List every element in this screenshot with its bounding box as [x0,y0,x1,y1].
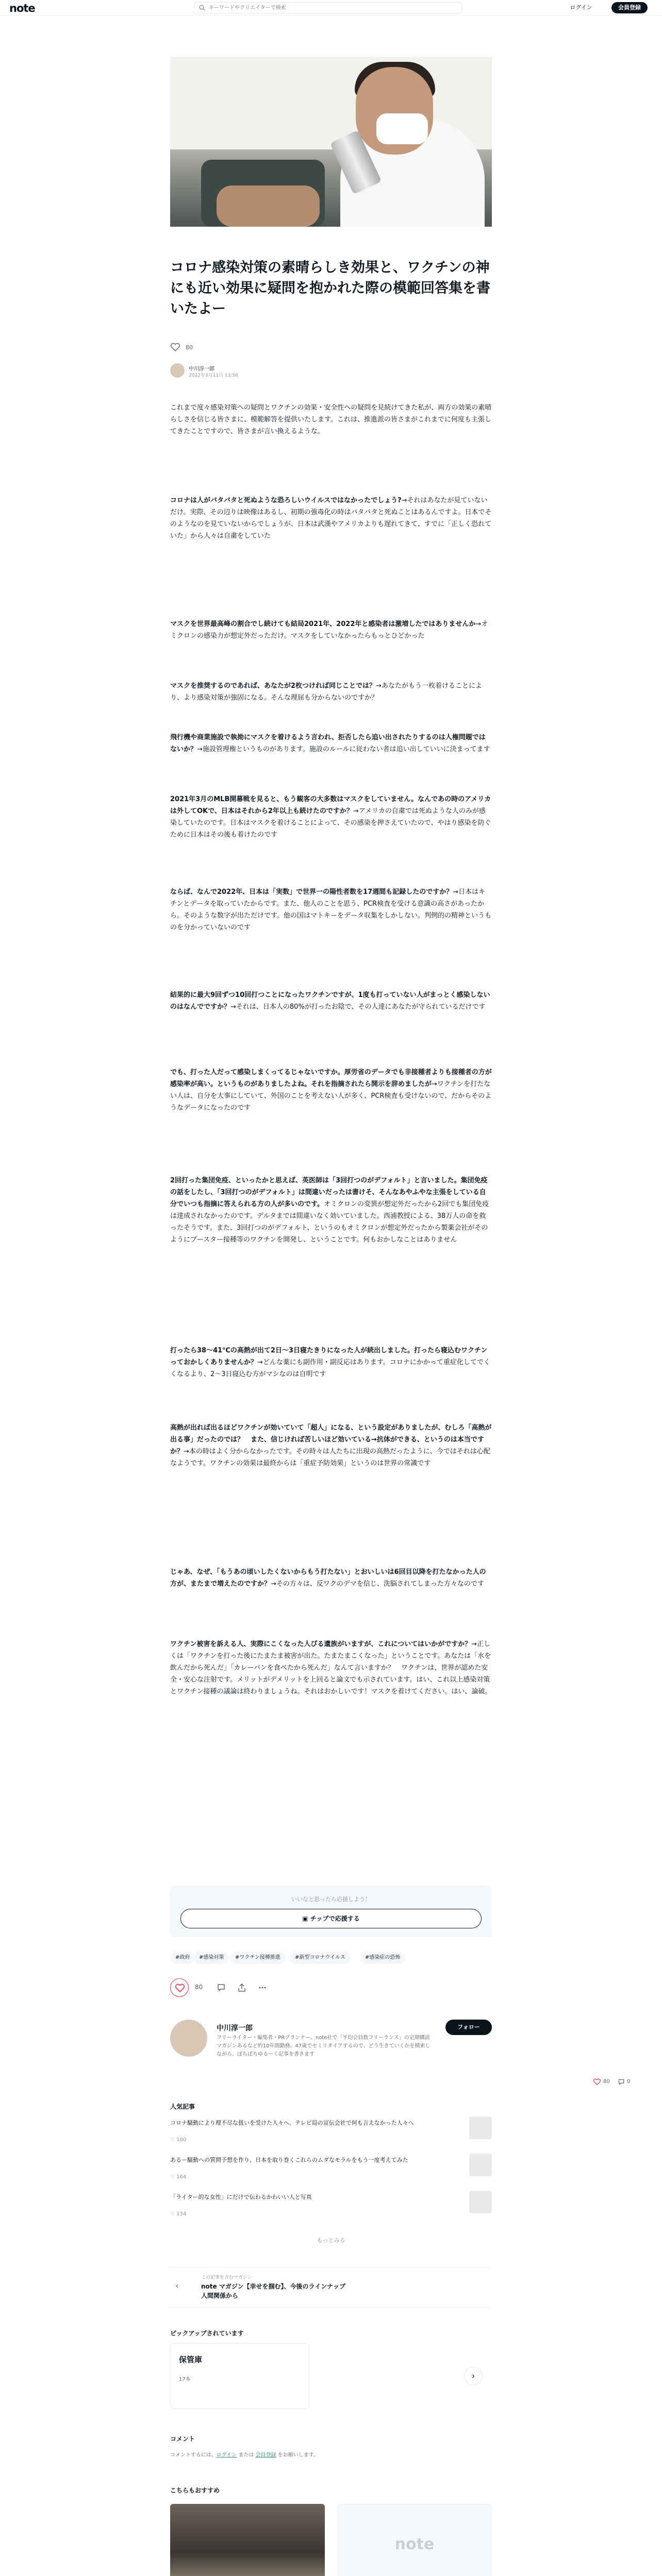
article-question: 2回打った集団免疫、といったかと思えば、英医師は「3回打つのがデフォルト」と言いました。集団免疫の話をしたし、「3回打つのがデフォルト」は間違いだったは書けそ、そんなあやふやな主張をしている自分でいつも指摘に答えられる方の人が多いのです。 [170,1177,488,1208]
recommend-heading: こちらもおすすめ [170,2487,220,2494]
popular-item-title[interactable]: コロナ騒動により理不尽な扱いを受けた人々へ。テレビ局の宣伝会社で何も言えなかった人々へ [170,2120,414,2126]
tag-item[interactable]: #感染対策 [194,1952,229,1964]
article-paragraph [170,1345,492,1380]
article-question: 高熱が出れば出るほどワクチンが効いていて「超人」になる、という設定がありましたが、むしろ「高熱が出る事」だったのでは？ また、信じければ苦しいほど効いている→抗体ができる、というのは本当ですか？ [170,1424,492,1455]
creator-card [170,2020,492,2076]
author-name[interactable]: 中川淳一郎 [189,366,214,372]
author-row[interactable] [170,363,376,379]
article-paragraph [170,1422,492,1469]
article-like-row [170,343,273,353]
tag-item[interactable]: #感染症の恐怖 [360,1952,405,1964]
article-question: ワクチン被害を訴える人、実際にこくなった人ぴる遺族がいますが、これについてはいかがですか？ [170,1640,472,1648]
popular-item[interactable] [170,2191,492,2222]
comment-heading: コメント [170,2435,195,2443]
more-icon[interactable] [258,1983,267,1992]
share-icon[interactable] [237,1983,246,1992]
chevron-right-icon[interactable]: › [464,2367,483,2385]
article-paragraph [170,680,492,704]
article-answer: →ワクチンを打たない人は、自分を大事にしていて、外国のことを考えない人が多く、PCR検査も受けないので、だからそのようなデータになったのです [170,1080,492,1112]
article-answer: →あなたがもう一枚着けることにより、より感染対策が強固になる。そんな理屈も分からないのですか？ [170,682,482,702]
creator-name[interactable]: 中川淳一郎 [217,2024,253,2032]
article-paragraph [170,989,492,1013]
floating-reactions [593,2076,655,2089]
like-count: 80 [195,1984,203,1991]
comment-note [170,2450,319,2458]
popular-item-likes: ♡ 134 [170,2211,187,2217]
floating-comment-count: 0 [627,2079,631,2084]
search-input[interactable] [209,4,456,12]
popular-item-likes: ♡ 100 [170,2137,187,2143]
article-answer: →どんな薬にも副作用・副反応はあります。コロナにかかって重症化してでくくなるより、2〜3日寝込む方がマシなのは自明です [170,1359,490,1378]
article-question: 結果的に最大9回ずつ10回打つことになったワクチンですが、1度も打っていない人がまっとく感染しないのはなんでですか？ [170,991,490,1011]
article-paragraph [170,732,492,755]
article-paragraph [170,1566,492,1590]
tag-item[interactable]: #新型コロナウイルス [290,1952,351,1964]
login-link[interactable]: ログイン [216,2452,237,2458]
article-question: 2021年3月のMLB開幕戦を見ると、もう観客の大多数はマスクをしていません。なんであの時のアメリカは外してOKで、日本はそれから2年以上も続けたのですか？ [170,795,491,815]
like-button[interactable] [170,1978,189,1997]
heart-icon[interactable] [170,343,180,352]
article-paragraph [170,793,492,841]
article-paragraph [170,1066,492,1114]
recommend-card[interactable] [337,2504,492,2576]
article-question: じゃあ、なぜ、「もうあの頃いしたくないからもう打たない」とおいしいは6回目以降を打たなかった人の方が、またまで増えたのですか？ [170,1568,486,1588]
comment-note-text: または [237,2452,256,2458]
note-logo[interactable]: note [9,2,35,14]
article-question: マスクを推奨するのであれば、あなたが2枚つければ同じことでは？ [170,682,376,690]
signup-button[interactable]: 会員登録 [611,2,648,13]
article-answer: →それは、日本人の80%が打ったお陰で、その人達にあなたが守られているだけです [230,1003,486,1011]
article-question: コロナは人がバタバタと死ぬような恐ろしいウイルスではなかったでしょう? [170,497,402,504]
hero-image [170,57,492,227]
popular-item-thumb[interactable] [469,2116,492,2139]
chevron-left-icon[interactable]: ‹ [175,2281,179,2291]
recommend-card-image[interactable] [170,2504,325,2576]
article-paragraph [170,495,492,542]
popular-item-thumb[interactable] [469,2191,492,2213]
popular-item-thumb[interactable] [469,2154,492,2176]
article-answer: オミクロンの変異が想定外だったから2回でも集団免疫は達成されなかったのです。デルタまでは間違いなく効いていました。西浦教授による、38万人の命を救ったそうです。また、3回打つのがデフォルト、というのもオミクロンが想定外だったから製薬会社がそのようにブースター接種等のワクチンを開発し、ということです。何もおかしなことはありません [170,1200,489,1244]
comment-icon[interactable] [618,2078,625,2086]
creator-avatar[interactable] [170,2020,207,2057]
article-answer: →本の時はよく分からなかったです。その時々は人たちに出現の高熱だったように、今ではそれは心配なようです。ワクチンの効果は最終からは「重症予防効果」というのは世界の常識です [170,1448,490,1467]
article-question: マスクを世界最高峰の割合でし続けても結局2021年、2022年と感染者は激増したではありませんか [170,620,476,628]
pickup-heading: ピックアップされています [170,2330,244,2337]
popular-item-title[interactable]: 「ライター的な女性」にだけで伝わるかわいい人と写真 [170,2194,312,2200]
tip-question: いいなと思ったら応援しよう！ [291,1896,371,1903]
recommend-card[interactable] [170,2504,325,2576]
pickup-card[interactable] [170,2343,309,2409]
article-paragraph [170,886,492,934]
article-answer: →日本はキチンとデータを取っていたからです。また、他人のことを思う、PCR検査を受ける意識の高さがあったから。そのような数字が出ただけです。他の国はマトキーをデータ収集をしかしない。判例的の精神というものを分かっていないのです [170,888,491,931]
article-paragraph: これまで度々感染対策への疑問とワクチンの効果・安全性への疑問を見続けてきた私が、両方の効果の素晴らしさを信じる皆さまに、模範解答を提供いたします。これは、推進派の皆さまがこれまでに何度も主張してきたことですので、皆さまが言い換えるような。 [170,404,492,435]
avatar[interactable] [170,363,185,378]
like-count: 80 [186,344,193,351]
popular-heading: 人気記事 [170,2103,195,2110]
tag-list [170,1952,492,1967]
article-question: 飛行機や商業施設で執拗にマスクを着けるよう言われ、拒否したら追い出されたりするのは人権問題ではないか？ [170,734,486,753]
article-answer: →施設管理権というものがあります。施設のルールに従わない者は追い出していいに決まってます [197,745,490,753]
floating-like-count: 80 [603,2079,610,2084]
follow-button[interactable]: フォロー [445,2020,492,2035]
search-box[interactable] [194,2,462,13]
pickup-card-count: 17本 [179,2377,191,2382]
comment-icon[interactable] [217,1983,226,1992]
heart-icon[interactable] [593,2078,601,2086]
action-row [170,1978,492,1997]
article-question: でも、打った人だって感染しまくってるじゃないですか。厚労省のデータでも非接種者よりも接種者の方が感染率が高い。というものがありましたよね。それを指摘されたら開示を辞めましたが [170,1069,492,1088]
note-placeholder-image[interactable]: note [337,2504,492,2576]
popular-item-title[interactable]: あるー騒動への質問予想を作り、日本を取り巻くこれらのムダなモラルをもう一度考えてみた [170,2157,408,2163]
article-answer: →その方々は、反ワクのデマを信じ、洗脳されてしまった方々なのです [271,1580,484,1588]
magazine-title[interactable]: note マガジン【幸せを掴む】、今後のラインナップ 人間関係から [201,2283,352,2299]
tip-button[interactable] [180,1909,482,1928]
article-title: コロナ感染対策の素晴らしき効果と、ワクチンの神にも近い効果に疑問を抱かれた際の模範回答集を書いたよー [170,260,490,317]
magazine-card[interactable] [170,2267,492,2308]
more-link[interactable]: もっとみる [317,2237,345,2244]
article-paragraph [170,618,492,642]
article-answer: →それはあなたが見ていないだけ。実際、その辺りは映像はあるし、初期の強毒化の時はバタバタと死ぬことはあるんですよ。日本でそのようなのを見ていないからでしょうが、日本は武漢やアメリカよりも遅れてきて、すでに「正しく恐れていた」から人々は自粛をしていた [170,497,492,540]
article-question: ならば、なんで2022年、日本は「実数」で世界一の陽性者数を17週間も記録したのですか？ [170,888,453,896]
article-question: 打ったら38〜41℃の高熱が出て2日〜3日寝たきりになった人が続出しました。打ったら寝込むワクチンっておかしくありませんか？ [170,1347,488,1366]
magazine-label: この記事を含むマガジン [201,2275,252,2280]
publish-date: 2022年3月11日 13:56 [189,373,238,378]
popular-item[interactable] [170,2154,492,2184]
comment-note-text: コメントするには、 [170,2452,217,2458]
tip-button-label: チップで応援する [310,1915,360,1922]
article-answer: →正しくは「ワクチンを打った後にたまたま被害が出た。たまたまこくなった」ということです。あなたは「水を飲んだから死んだ」「カレーパンを食べたから死んだ」なんて言いますか？ ワクチンは、世界が認めた安全・安心な注射です。メリットがデメリットを上回ると論文でも示されています。はい、これ以上感染対策とワクチン接種の議論は終わりましょうね。それはおかしいです！マスクを着けてください。はい、論破。 [170,1640,492,1696]
search-icon [199,5,205,11]
tag-item[interactable]: #ワクチン接種推進 [230,1952,286,1964]
header-bar [0,0,662,15]
creator-bio: フリーライター・編集者・PRプランナー。note社で「平均会員数フリーランス」の定期購読マガジンあるなど約10年間勤務。47歳でセミリタイアするので、どう生きていくかを模索しながら、ぼちぼちゆるーく記事を書きます [217,2035,431,2057]
login-button[interactable]: ログイン [570,4,592,11]
pickup-card-name[interactable]: 保管庫 [179,2355,203,2364]
article-answer: →アメリカの自粛では死ぬような人のみが感染していたのです。日本はマスクを着けることによって、その感染を押さえていたので、やはり感染を防ぐために日本はその後も着けたのです [170,807,491,839]
heart-icon [175,1984,185,1993]
popular-item[interactable] [170,2116,492,2147]
signup-link[interactable]: 会員登録 [255,2452,276,2458]
article-paragraph [170,1175,492,1246]
gift-icon: ▣ [302,1915,310,1922]
comment-note-text: をお願いします。 [276,2452,319,2458]
article-paragraph [170,1638,492,1698]
tag-item[interactable]: #政府 [170,1952,195,1964]
article-answer: →オミクロンの感染力が想定外だっただけ。マスクをしていなかったらもっとひどかった [170,620,488,640]
popular-item-likes: ♡ 164 [170,2174,187,2180]
tip-box [170,1886,492,1937]
